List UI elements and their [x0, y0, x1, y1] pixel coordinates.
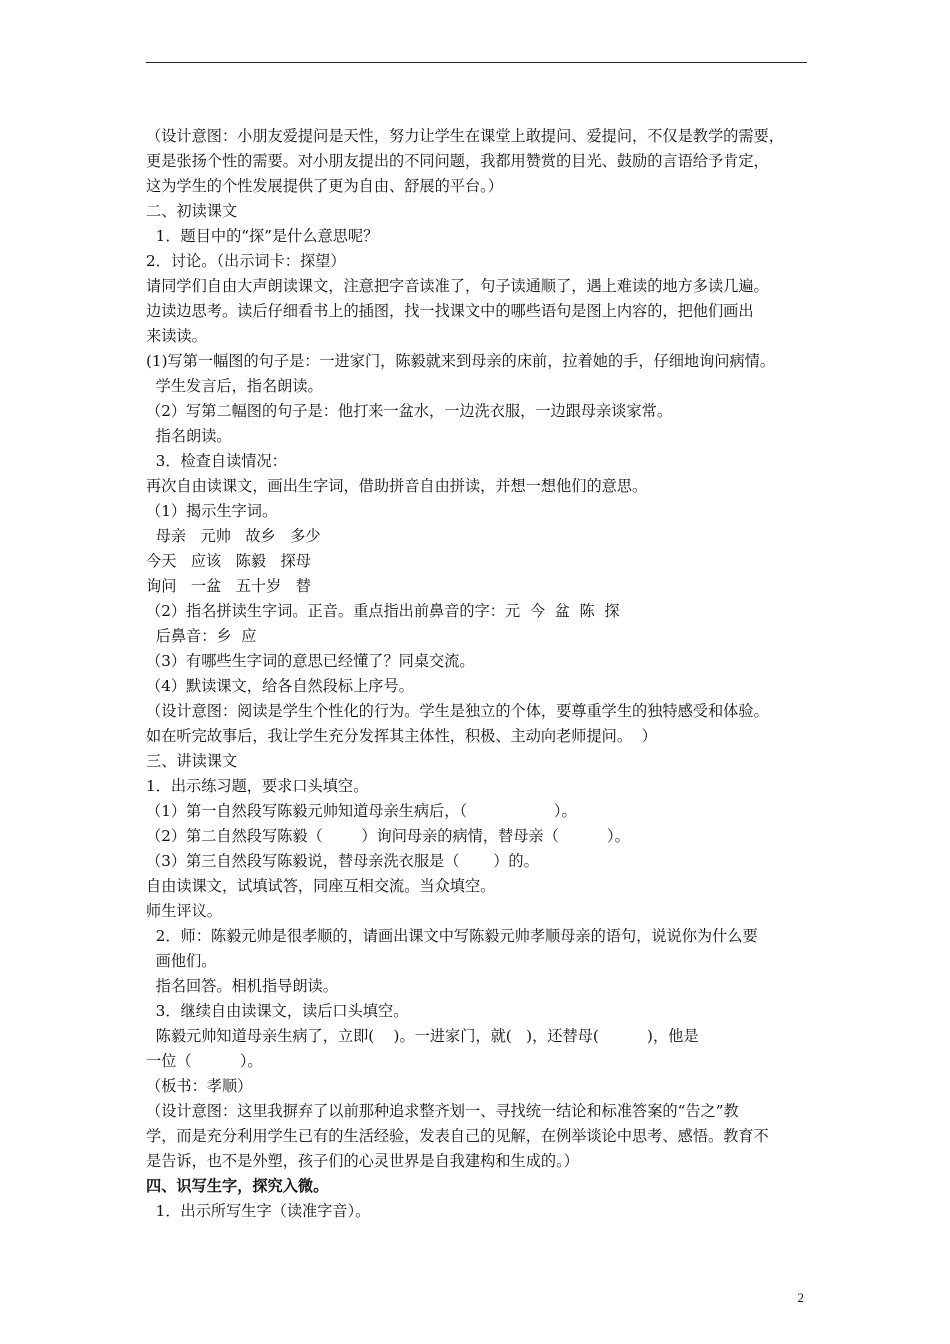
text-line: （设计意图：阅读是学生个性化的行为。学生是独立的个体，要尊重学生的独特感受和体验。: [146, 702, 769, 720]
text-line: 三、讲读课文: [146, 752, 238, 770]
text-line: 师生评议。: [146, 902, 222, 920]
text-line: 陈毅元帅知道母亲生病了，立即( )。一进家门，就( )，还替母( )，他是: [146, 1027, 699, 1045]
text-line: 后鼻音：乡 应: [146, 627, 257, 645]
text-line: 3．检查自读情况：: [146, 452, 287, 470]
text-line: 四、识写生字，探究入微。: [146, 1177, 329, 1195]
text-line: （1）第一自然段写陈毅元帅知道母亲生病后，（ ）。: [146, 802, 577, 820]
text-line: （2）写第二幅图的句子是：他打来一盆水，一边洗衣服，一边跟母亲谈家常。: [146, 402, 673, 420]
text-line: 3．继续自由读课文，读后口头填空。: [146, 1002, 409, 1020]
text-line: 再次自由读课文，画出生字词，借助拼音自由拼读，并想一想他们的意思。: [146, 477, 648, 495]
text-line: 是告诉，也不是外塑，孩子们的心灵世界是自我建构和生成的。）: [146, 1152, 579, 1170]
text-line: 这为学生的个性发展提供了更为自由、舒展的平台。）: [146, 177, 503, 195]
text-line: 2．讨论。（出示词卡：探望）: [146, 252, 346, 270]
text-line: 画他们。: [146, 952, 217, 970]
text-line: 自由读课文，试填试答，同座互相交流。当众填空。: [146, 877, 496, 895]
text-line: 请同学们自由大声朗读课文，注意把字音读准了，句子读通顺了，遇上难读的地方多读几遍。: [146, 277, 769, 295]
text-line: 母亲 元帅 故乡 多少: [146, 527, 321, 545]
text-line: 二、初读课文: [146, 202, 238, 220]
document-body: [146, 124, 811, 1224]
page-number: 2: [797, 1290, 804, 1305]
text-line: 来读读。: [146, 327, 207, 345]
text-line: （2）第二自然段写陈毅（ ）询问母亲的病情，替母亲（ ）。: [146, 827, 630, 845]
text-line: 1．出示所写生字（读准字音）。: [146, 1202, 371, 1220]
text-line: （设计意图：这里我摒弃了以前那种追求整齐划一、寻找统一结论和标准答案的“告之”教: [146, 1102, 739, 1120]
text-line: （2）指名拼读生字词。正音。重点指出前鼻音的字：元 今 盆 陈 探: [146, 602, 620, 620]
text-line: （3）有哪些生字词的意思已经懂了？同桌交流。: [146, 652, 475, 670]
text-line: 更是张扬个性的需要。对小朋友提出的不同问题，我都用赞赏的目光、鼓励的言语给予肯定，: [146, 152, 769, 170]
text-line: （3）第三自然段写陈毅说，替母亲洗衣服是（ ）的。: [146, 852, 539, 870]
text-line: 指名朗读。: [146, 427, 232, 445]
text-line: 1．题目中的“探”是什么意思呢？: [146, 227, 379, 245]
text-line: 指名回答。相机指导朗读。: [146, 977, 338, 995]
text-line: 边读边思考。读后仔细看书上的插图，找一找课文中的哪些语句是图上内容的，把他们画出: [146, 302, 754, 320]
text-line: 如在听完故事后，我让学生充分发挥其主体性，积极、主动向老师提问。 ）: [146, 727, 657, 745]
text-line: （板书：孝顺）: [146, 1077, 253, 1095]
text-line: 1．出示练习题，要求口头填空。: [146, 777, 369, 795]
text-line: 2．师：陈毅元帅是很孝顺的，请画出课文中写陈毅元帅孝顺母亲的语句，说说你为什么要: [146, 927, 758, 945]
text-line: （4）默读课文，给各自然段标上序号。: [146, 677, 414, 695]
text-line: 今天 应该 陈毅 探母: [146, 552, 311, 570]
text-line: 一位（ ）。: [146, 1052, 263, 1070]
text-line: (1)写第一幅图的句子是：一进家门，陈毅就来到母亲的床前，拉着她的手，仔细地询问病情。: [146, 352, 776, 370]
header-rule: [146, 62, 807, 63]
text-line: （1）揭示生字词。: [146, 502, 278, 520]
text-line: 询问 一盆 五十岁 替: [146, 577, 311, 595]
text-line: （设计意图：小朋友爱提问是天性，努力让学生在课堂上敢提问、爱提问，不仅是教学的需要，: [146, 127, 784, 145]
text-line: 学，而是充分利用学生已有的生活经验，发表自己的见解，在例举谈论中思考、感悟。教育不: [146, 1127, 769, 1145]
text-line: 学生发言后，指名朗读。: [146, 377, 323, 395]
